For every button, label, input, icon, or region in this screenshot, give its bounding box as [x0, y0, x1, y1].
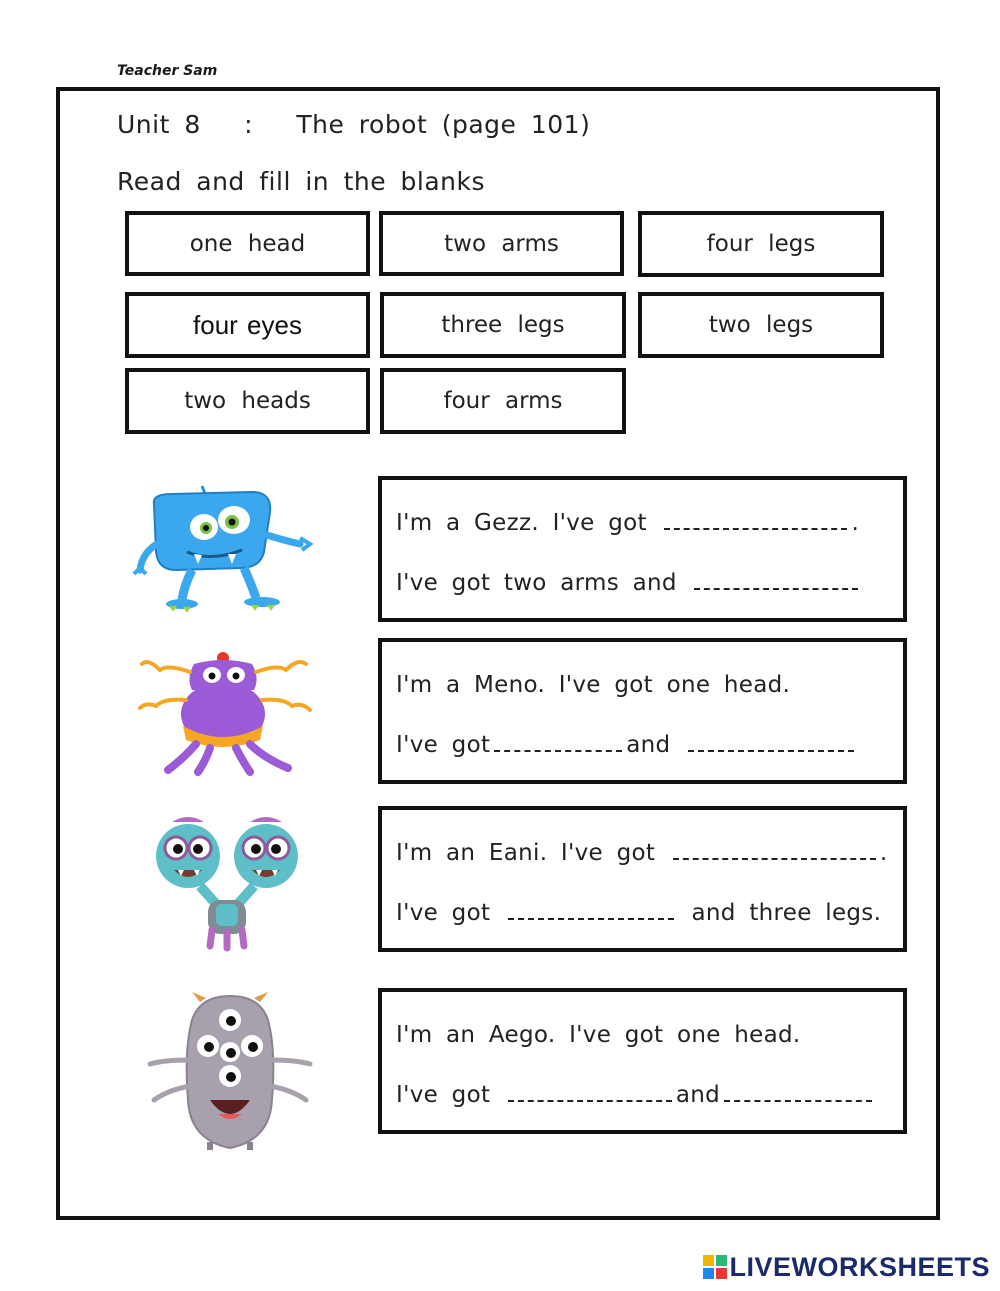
word-bank-item[interactable]: two heads — [125, 368, 370, 434]
answer-blank[interactable] — [673, 854, 876, 860]
purple-monster-image — [138, 648, 313, 776]
word-bank-item[interactable]: four eyes — [125, 292, 370, 358]
answer-blank[interactable] — [508, 914, 674, 920]
word-bank-item[interactable]: four legs — [638, 211, 884, 277]
answer-blank[interactable] — [494, 746, 622, 752]
instruction-text: Read and fill in the blanks — [117, 167, 486, 196]
liveworksheets-logo-icon — [703, 1255, 729, 1281]
teacher-name: Teacher Sam — [117, 63, 218, 79]
grey-monster-image — [140, 990, 320, 1155]
exercise-box-1 — [378, 476, 907, 622]
liveworksheets-logo[interactable] — [703, 1252, 990, 1283]
exercise-1-line-1: I'm a Gezz. I've got . — [396, 510, 860, 536]
exercise-3-line-2: I've got and three legs. — [396, 900, 882, 926]
unit-title: Unit 8 : The robot (page 101) — [117, 110, 591, 139]
exercise-1-line-2: I've got two arms and — [396, 570, 862, 596]
exercise-box-3 — [378, 806, 907, 952]
two-headed-monster-image — [152, 812, 302, 952]
word-bank-item[interactable]: three legs — [380, 292, 626, 358]
word-bank-item[interactable]: one head — [125, 211, 370, 276]
exercise-4-line-1: I'm an Aego. I've got one head. — [396, 1022, 801, 1048]
answer-blank[interactable] — [664, 524, 847, 530]
exercise-2-line-1: I'm a Meno. I've got one head. — [396, 672, 791, 698]
answer-blank[interactable] — [724, 1096, 872, 1102]
exercise-box-2 — [378, 638, 907, 784]
blue-monster-image — [132, 482, 317, 612]
exercise-2-line-2: I've got and — [396, 732, 858, 758]
word-bank-item[interactable]: two arms — [379, 211, 624, 276]
exercise-3-line-1: I'm an Eani. I've got . — [396, 840, 888, 866]
answer-blank[interactable] — [688, 746, 854, 752]
word-bank-item[interactable]: four arms — [380, 368, 626, 434]
word-bank-item[interactable]: two legs — [638, 292, 884, 358]
answer-blank[interactable] — [694, 584, 858, 590]
exercise-box-4 — [378, 988, 907, 1134]
liveworksheets-brand: LIVEWORKSHEETS — [729, 1252, 990, 1282]
answer-blank[interactable] — [508, 1096, 672, 1102]
exercise-4-line-2: I've got and — [396, 1082, 876, 1108]
